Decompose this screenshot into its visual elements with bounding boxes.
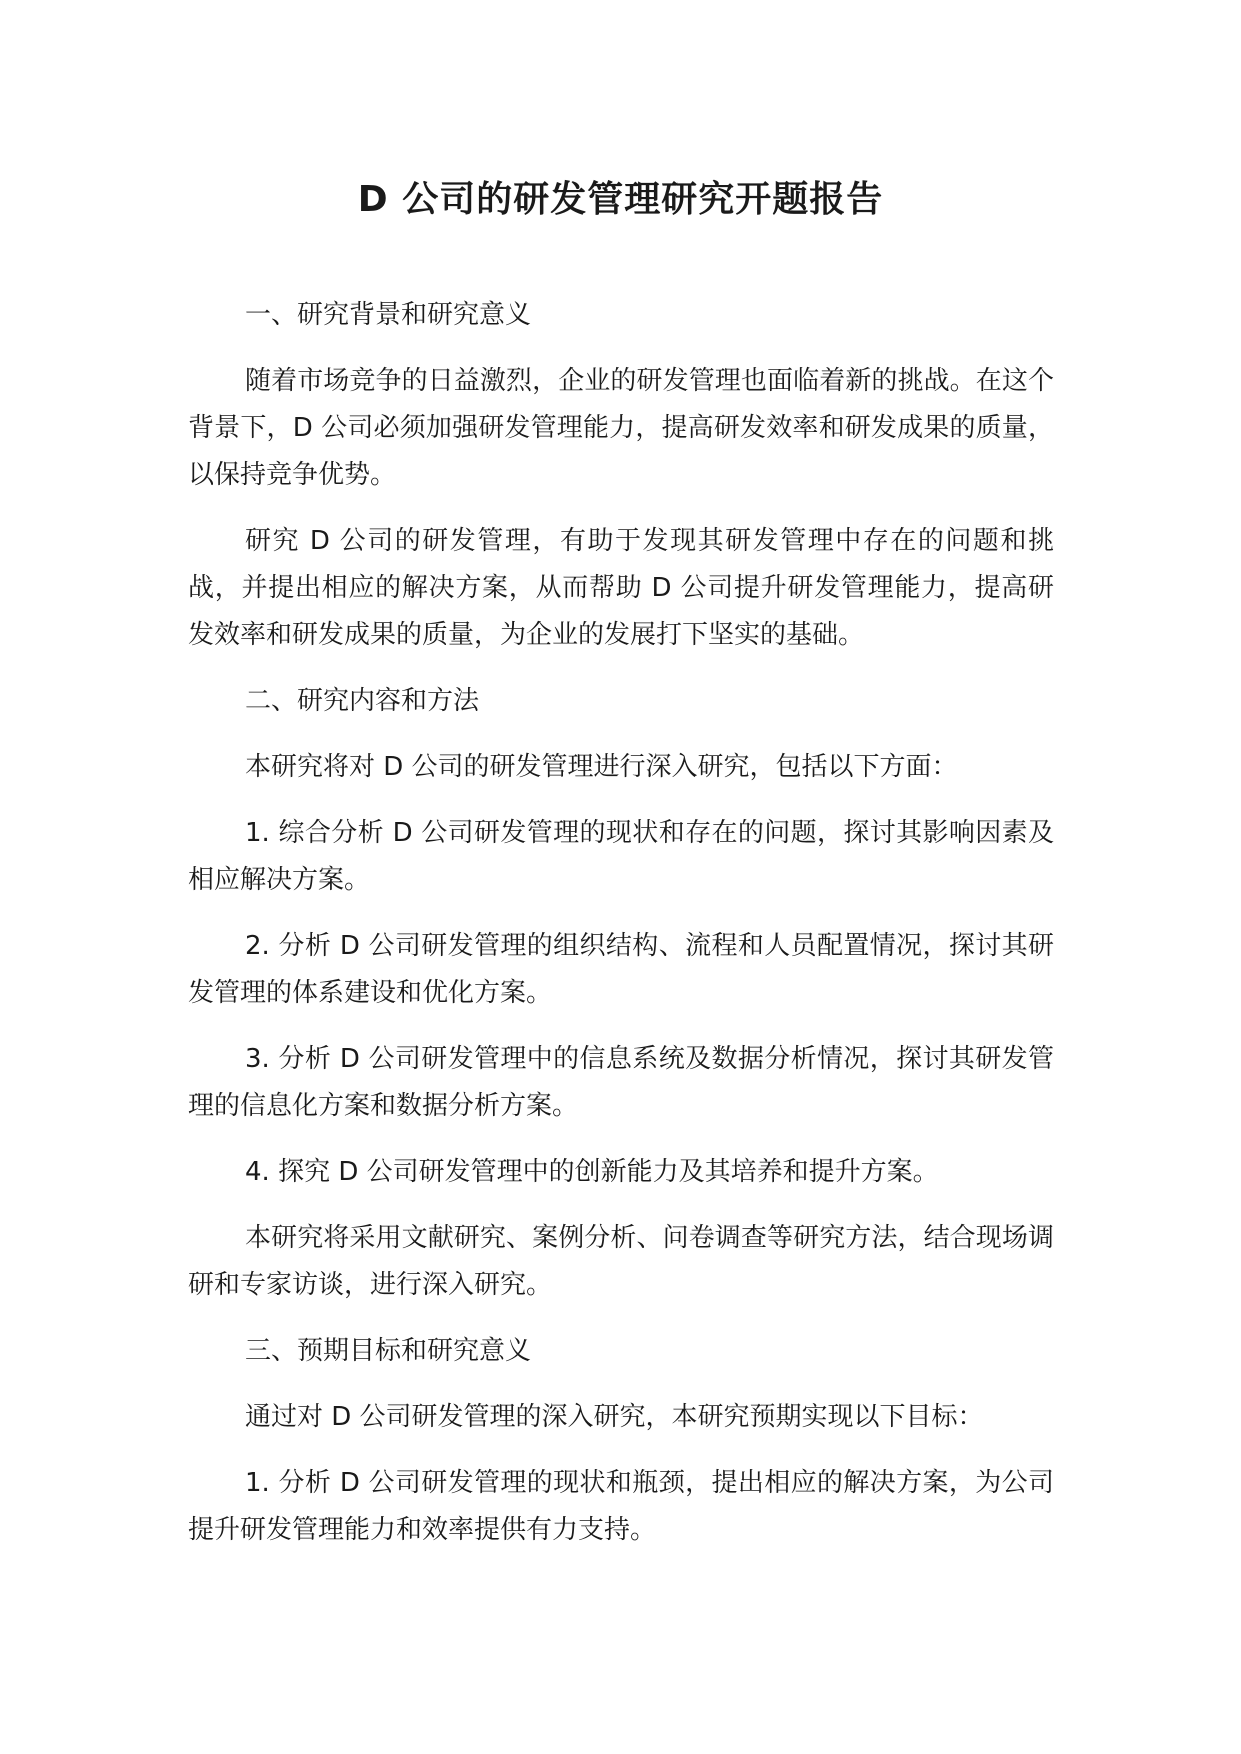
- document-body: [188, 292, 1054, 1573]
- paragraph-methods: 本研究将采用文献研究、案例分析、问卷调查等研究方法，结合现场调研和专家访谈，进行深入研究。: [188, 1223, 1054, 1300]
- section-heading-content-methods: 二、研究内容和方法: [245, 686, 480, 716]
- section-heading-background: 一、研究背景和研究意义: [245, 300, 532, 330]
- section-heading-goals: 三、预期目标和研究意义: [245, 1336, 532, 1366]
- list-item-content-2: 2. 分析 D 公司研发管理的组织结构、流程和人员配置情况，探讨其研发管理的体系建设和优化方案。: [188, 931, 1054, 1008]
- list-item-goals-1: 1. 分析 D 公司研发管理的现状和瓶颈，提出相应的解决方案，为公司提升研发管理能力和效率提供有力支持。: [188, 1468, 1054, 1545]
- list-item-content-3: 3. 分析 D 公司研发管理中的信息系统及数据分析情况，探讨其研发管理的信息化方案和数据分析方案。: [188, 1044, 1054, 1121]
- list-item-content-4: 4. 探究 D 公司研发管理中的创新能力及其培养和提升方案。: [245, 1157, 939, 1187]
- list-item-content-1: 1. 综合分析 D 公司研发管理的现状和存在的问题，探讨其影响因素及相应解决方案。: [188, 818, 1054, 895]
- paragraph-goals-intro: 通过对 D 公司研发管理的深入研究，本研究预期实现以下目标：: [245, 1402, 984, 1432]
- paragraph-content-intro: 本研究将对 D 公司的研发管理进行深入研究，包括以下方面：: [245, 752, 958, 782]
- document-title: D 公司的研发管理研究开题报告: [357, 179, 884, 220]
- paragraph-background-2: 研究 D 公司的研发管理，有助于发现其研发管理中存在的问题和挑战，并提出相应的解决方案，从而帮助 D 公司提升研发管理能力，提高研发效率和研发成果的质量，为企业的发展打下坚实的基础。: [188, 526, 1054, 650]
- paragraph-background-1: 随着市场竞争的日益激烈，企业的研发管理也面临着新的挑战。在这个背景下，D 公司必须加强研发管理能力，提高研发效率和研发成果的质量，以保持竞争优势。: [188, 366, 1054, 490]
